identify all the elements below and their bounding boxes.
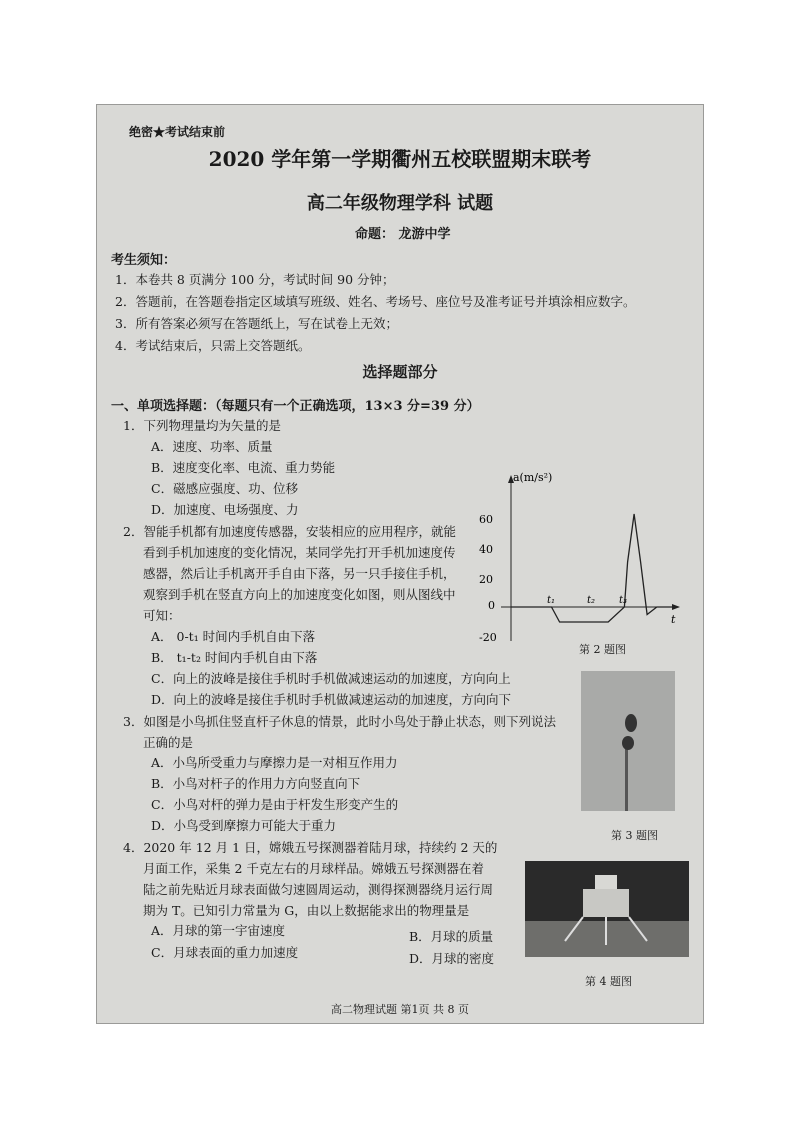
exam-subtitle: 高二年级物理学科 试题 (306, 193, 494, 214)
q4-stem (123, 837, 497, 921)
q1-option-c: C．磁感应强度、功、位移 (151, 481, 299, 496)
lander-top (595, 875, 617, 889)
x-axis-arrow (672, 604, 680, 610)
exam-title: 2020 学年第一学期衢州五校联盟期末联考 (208, 147, 592, 171)
q1-stem: 1．下列物理量均为矢量的是 (123, 418, 281, 433)
exam-page (96, 104, 704, 1024)
notice-item: 4．考试结束后，只需上交答题纸。 (115, 338, 311, 353)
y-tick-label: 20 (479, 573, 493, 586)
q4-option-d: D．月球的密度 (409, 951, 495, 966)
q2-option-a: A． 0-t₁ 时间内手机自由下落 (151, 629, 316, 644)
q4-option-b: B．月球的质量 (409, 929, 494, 944)
q2-stem (123, 521, 456, 626)
y-tick-label: 60 (479, 513, 493, 526)
q2-option-d: D．向上的波峰是接住手机时手机做减速运动的加速度，方向向下 (151, 692, 512, 707)
bird-on-pole-photo (581, 671, 675, 811)
notice-item: 2．答题前，在答题卷指定区域填写班级、姓名、考场号、座位号及准考证号并填涂相应数字。 (115, 294, 636, 309)
q1-option-a: A．速度、功率、质量 (151, 439, 273, 454)
y-tick-label: -20 (479, 631, 497, 644)
q4-stem-line: 陆之前先贴近月球表面做匀速圆周运动，测得探测器绕月运行周 (143, 882, 494, 897)
q2-stem-line: 观察到手机在竖直方向上的加速度变化如图，则从图线中 (143, 587, 456, 602)
q1-option-d: D．加速度、电场强度、力 (151, 502, 299, 517)
pole (625, 741, 628, 811)
acceleration-chart (461, 469, 681, 649)
part-title: 选择题部分 (362, 363, 438, 381)
t2-label: t₂ (587, 595, 596, 606)
q4-option-a: A．月球的第一宇宙速度 (151, 923, 286, 938)
notice-item: 1．本卷共 8 页满分 100 分，考试时间 90 分钟； (115, 272, 395, 287)
q4-stem-line: 4．2020 年 12 月 1 日，嫦娥五号探测器着陆月球，持续约 2 天的 (123, 840, 498, 855)
bird-upper (625, 714, 637, 732)
fig4-caption: 第 4 题图 (585, 975, 632, 988)
q1-option-b: B．速度变化率、电流、重力势能 (151, 460, 336, 475)
q3-option-d: D．小鸟受到摩擦力可能大于重力 (151, 818, 337, 833)
section-heading: 一、单项选择题：（每题只有一个正确选项，13×3 分=39 分） (111, 399, 480, 414)
q2-stem-line: 看到手机加速度的变化情况，某同学先打开手机加速度传 (143, 545, 456, 560)
q4-option-c: C．月球表面的重力加速度 (151, 945, 299, 960)
q3-stem (123, 711, 556, 753)
x-axis-label: t (671, 613, 676, 626)
q4-stem-line: 月面工作，采集 2 千克左右的月球样品。嫦娥五号探测器在着 (143, 861, 484, 876)
fig3-caption: 第 3 题图 (611, 829, 658, 842)
q3-stem-line: 正确的是 (143, 735, 194, 750)
q2-stem-line: 2．智能手机都有加速度传感器，安装相应的应用程序，就能 (123, 524, 456, 539)
y-tick-label: 0 (488, 599, 495, 612)
fig2-caption: 第 2 题图 (579, 643, 626, 656)
y-tick-group (479, 513, 497, 644)
lunar-lander-photo (525, 861, 689, 957)
bird-lower (622, 736, 634, 750)
q2-option-c: C．向上的波峰是接住手机时手机做减速运动的加速度，方向向上 (151, 671, 511, 686)
y-axis-label: a(m/s²) (513, 471, 553, 484)
notice-heading: 考生须知： (111, 253, 177, 268)
page-footer: 高二物理试题 第1页 共 8 页 (331, 1003, 469, 1016)
q2-stem-line: 感器，然后让手机离开手自由下落，另一只手接住手机， (143, 566, 456, 581)
notice-list (115, 269, 635, 357)
t1-label: t₁ (547, 595, 556, 606)
exam-setter: 命题： 龙游中学 (355, 227, 451, 242)
q4-stem-line: 期为 T。已知引力常量为 G，由以上数据能求出的物理量是 (143, 903, 470, 918)
q3-option-c: C．小鸟对杆的弹力是由于杆发生形变产生的 (151, 797, 399, 812)
q2-option-b: B． t₁-t₂ 时间内手机自由下落 (151, 650, 318, 665)
t3-label: t₃ (619, 595, 628, 606)
q3-option-a: A．小鸟所受重力与摩擦力是一对相互作用力 (151, 755, 398, 770)
notice-item: 3．所有答案必须写在答题纸上，写在试卷上无效； (115, 316, 398, 331)
q3-stem-line: 3．如图是小鸟抓住竖直杆子休息的情景，此时小鸟处于静止状态，则下列说法 (123, 714, 556, 729)
lander-body (583, 889, 629, 917)
q2-stem-line: 可知： (143, 608, 181, 623)
y-tick-label: 40 (479, 543, 493, 556)
confidential-label: 绝密★考试结束前 (129, 125, 226, 139)
q3-option-b: B．小鸟对杆子的作用力方向竖直向下 (151, 776, 361, 791)
